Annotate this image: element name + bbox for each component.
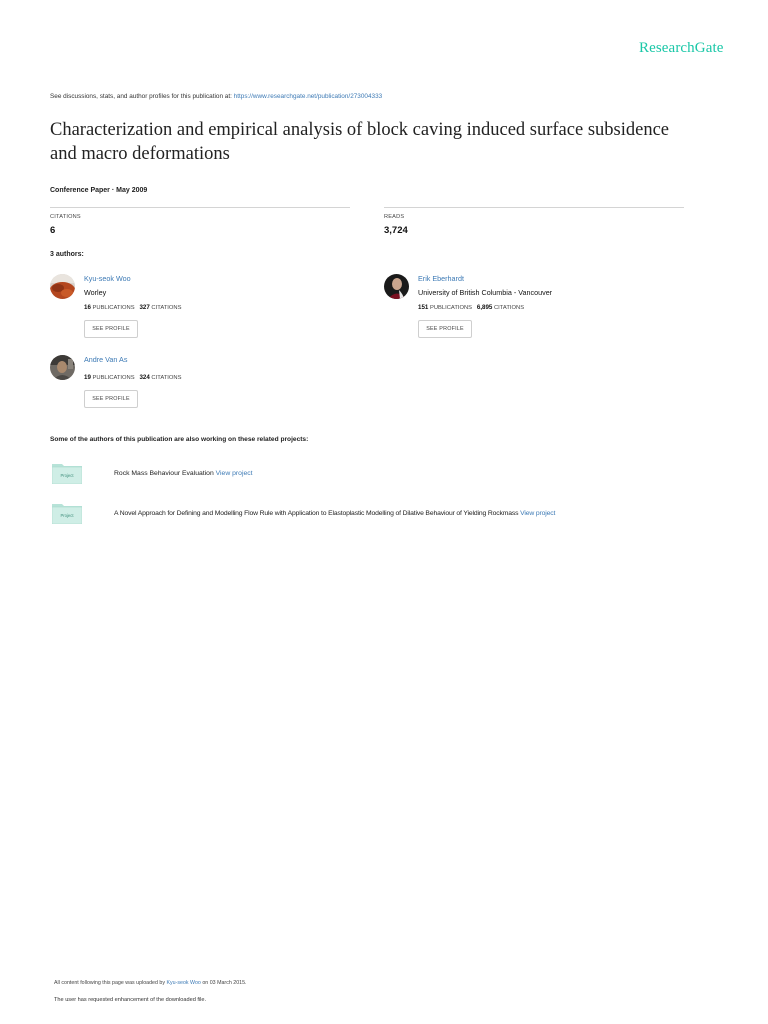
- author-name-link[interactable]: Andre Van As: [84, 355, 128, 364]
- publication-link[interactable]: https://www.researchgate.net/publication/273004333: [233, 93, 383, 100]
- view-project-link[interactable]: View project: [520, 510, 556, 517]
- researchgate-logo[interactable]: ResearchGate: [639, 40, 724, 56]
- citations-count: 327: [139, 304, 150, 311]
- publications-label: PUBLICATIONS: [92, 375, 135, 381]
- citations-label: CITATIONS: [494, 305, 525, 311]
- author-avatar[interactable]: [384, 274, 409, 299]
- authors-heading: 3 authors:: [50, 251, 84, 258]
- related-project: [114, 470, 253, 477]
- paper-title: Characterization and empirical analysis of block caving induced surface subsidence and macro deformations: [50, 120, 669, 164]
- project-title: A Novel Approach for Defining and Modelling Flow Rule with Application to Elastoplastic Modelling of Dilative Behaviour of Yielding Rockmass: [114, 510, 519, 517]
- avatar-photo-icon: [50, 355, 75, 380]
- see-profile-button[interactable]: SEE PROFILE: [418, 320, 472, 338]
- view-project-link[interactable]: View project: [215, 470, 253, 477]
- avatar-photo-icon: [50, 274, 75, 299]
- project-folder-icon: [52, 502, 82, 524]
- discussion-prefix: See discussions, stats, and author profiles for this publication at:: [50, 93, 232, 100]
- upload-suffix: on 03 March 2015.: [202, 980, 247, 986]
- author-affiliation: Worley: [84, 288, 107, 297]
- project-folder-icon: [52, 462, 82, 484]
- avatar-photo-icon: [384, 274, 409, 299]
- project-icon-label: Project: [60, 513, 74, 518]
- divider: [384, 207, 684, 208]
- related-projects-heading: Some of the authors of this publication are also working on these related projects:: [50, 436, 309, 443]
- author-stats: [84, 304, 181, 311]
- upload-note: [54, 980, 247, 986]
- author-stats: [418, 304, 524, 311]
- enhancement-note: The user has requested enhancement of the downloaded file.: [54, 997, 207, 1003]
- related-project: [114, 510, 555, 517]
- publications-label: PUBLICATIONS: [92, 305, 135, 311]
- citations-label: CITATIONS: [50, 214, 81, 220]
- author-avatar[interactable]: [50, 274, 75, 299]
- author-stats: [84, 374, 181, 381]
- see-profile-button[interactable]: SEE PROFILE: [84, 320, 138, 338]
- citations-label: CITATIONS: [151, 305, 182, 311]
- project-icon-label: Project: [60, 473, 74, 478]
- uploader-link[interactable]: Kyu-seok Woo: [166, 980, 201, 986]
- publications-label: PUBLICATIONS: [429, 305, 473, 311]
- author-name-link[interactable]: Erik Eberhardt: [418, 274, 464, 283]
- reads-count: 3,724: [384, 225, 408, 236]
- citations-count: 324: [139, 374, 150, 381]
- see-profile-button[interactable]: SEE PROFILE: [84, 390, 138, 408]
- author-affiliation: University of British Columbia - Vancouver: [418, 288, 553, 297]
- publications-count: 16: [84, 304, 91, 311]
- paper-type-date: Conference Paper · May 2009: [50, 187, 148, 194]
- reads-label: READS: [384, 214, 405, 220]
- publications-count: 151: [418, 304, 429, 311]
- citations-count: 6: [50, 225, 56, 236]
- discussion-line: [50, 93, 382, 100]
- author-name-link[interactable]: Kyu-seok Woo: [84, 274, 131, 283]
- citations-label: CITATIONS: [151, 375, 182, 381]
- project-title: Rock Mass Behaviour Evaluation: [114, 470, 214, 477]
- publications-count: 19: [84, 374, 91, 381]
- author-avatar[interactable]: [50, 355, 75, 380]
- upload-prefix: All content following this page was uploaded by: [54, 980, 166, 986]
- divider: [50, 207, 350, 208]
- citations-count: 6,895: [476, 304, 493, 311]
